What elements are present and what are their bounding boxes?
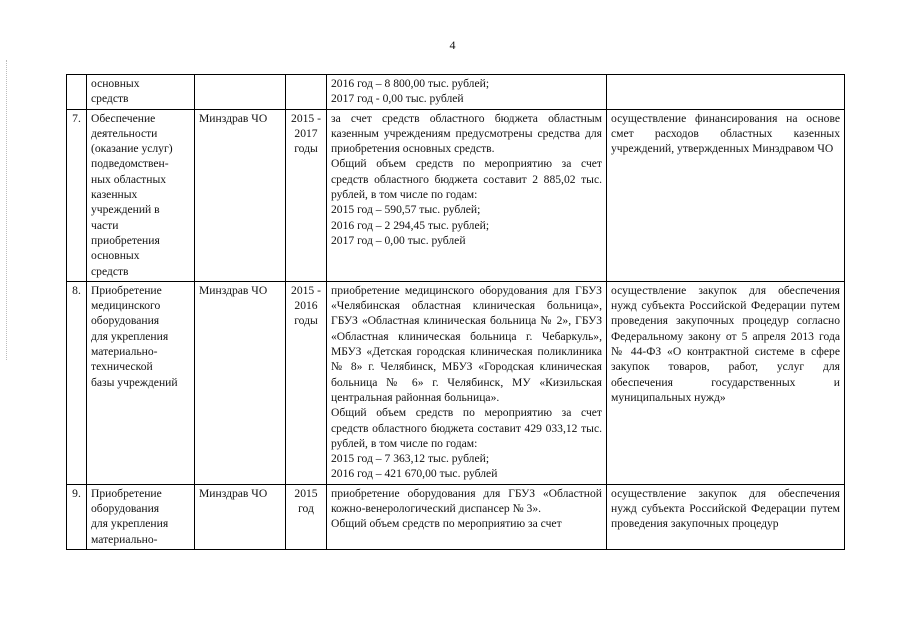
row-number: 8. xyxy=(67,281,87,484)
measure-name-line: учреждений в xyxy=(91,203,160,217)
term-line: 2017 xyxy=(294,126,318,140)
measure-name-line: базы учреждений xyxy=(91,375,178,389)
executor: Минздрав ЧО xyxy=(195,281,286,484)
page-number: 4 xyxy=(449,38,456,52)
expected-result: осуществление закупок для обеспечения нужд субъекта Российской Федерации путем проведения закупочных процедур согласно Федеральному закону от 5 апреля 2013 года № 44-ФЗ «О контрактной системе в сфере закупок товаров, работ, услуг для обеспечения государственных и муниципальных нужд» xyxy=(607,281,845,484)
measure-name-line: для укрепления xyxy=(91,329,169,343)
measure-description xyxy=(327,281,607,484)
term-line: 2016 xyxy=(294,299,318,313)
measure-description xyxy=(327,109,607,281)
measure-name-line: материально- xyxy=(91,532,158,546)
description-paragraph: приобретение оборудования для ГБУЗ «Областной кожно-венерологический диспансер № 3». xyxy=(331,486,602,516)
measure-name-line: Приобретение xyxy=(91,283,162,297)
description-paragraph: Общий объем средств по мероприятию за счет средств областного бюджета составит 2 885,02 тыс. рублей, в том числе по годам: xyxy=(331,157,602,202)
measure-name-line: основных xyxy=(91,249,140,263)
measure-name-line: (оказание услуг) xyxy=(91,142,173,156)
description-paragraph: 2016 год – 2 294,45 тыс. рублей; xyxy=(331,218,490,232)
measure-name-line: приобретения xyxy=(91,233,160,247)
executor: Минздрав ЧО xyxy=(195,109,286,281)
term xyxy=(286,109,327,281)
term-line: 2015 xyxy=(294,486,318,500)
measure-name-line: подведомствен- xyxy=(91,157,169,171)
measure-name-line: части xyxy=(91,218,119,232)
description-paragraph: за счет средств областного бюджета областным казенным учреждениям предусмотрены средства для приобретения основных средств. xyxy=(331,111,602,156)
measure-name-line: средств xyxy=(91,92,129,106)
measure-name-line: казенных xyxy=(91,188,138,202)
measure-name xyxy=(87,484,195,549)
table-row xyxy=(67,281,845,484)
term-line: год xyxy=(298,502,314,516)
measure-name xyxy=(87,281,195,484)
description-paragraph: 2016 год – 421 670,00 тыс. рублей xyxy=(331,467,498,481)
measure-description xyxy=(327,484,607,549)
executor xyxy=(195,75,286,110)
term xyxy=(286,484,327,549)
description-paragraph: приобретение медицинского оборудования для ГБУЗ «Челябинская областная клиническая больница», ГБУЗ «Областная клиническая больница № 2», ГБУЗ «Областная клиническая больница г. Чебаркуль», МБУЗ «Детская городская клиническая поликлиника № 8» г. Челябинск, МБУЗ «Городская клиническая больница № 6» г. Челябинск, МУ «Кизильская центральная районная больница». xyxy=(331,283,602,404)
term xyxy=(286,75,327,110)
description-paragraph: 2015 год – 590,57 тыс. рублей; xyxy=(331,203,481,217)
measure-name xyxy=(87,109,195,281)
description-paragraph: 2017 год – 0,00 тыс. рублей xyxy=(331,233,466,247)
term xyxy=(286,281,327,484)
expected-result xyxy=(607,75,845,110)
description-paragraph: 2016 год – 8 800,00 тыс. рублей; xyxy=(331,77,490,90)
measure-name-line: Приобретение xyxy=(91,486,162,500)
term-line: годы xyxy=(294,142,318,156)
description-paragraph: 2017 год - 0,00 тыс. рублей xyxy=(331,92,464,106)
table-row xyxy=(67,109,845,281)
measure-name-line: оборудования xyxy=(91,502,160,516)
row-number xyxy=(67,75,87,110)
measure-name-line: основных xyxy=(91,77,140,90)
row-number: 9. xyxy=(67,484,87,549)
executor: Минздрав ЧО xyxy=(195,484,286,549)
description-paragraph: Общий объем средств по мероприятию за счет средств областного бюджета составит 429 033,12 тыс. рублей, в том числе по годам: xyxy=(331,406,602,450)
table-row xyxy=(67,484,845,549)
expected-result: осуществление закупок для обеспечения нужд субъекта Российской Федерации путем проведения закупочных процедур xyxy=(607,484,845,549)
measure-name-line: Обеспечение xyxy=(91,111,156,125)
term-line: 2015 - xyxy=(291,111,321,125)
description-paragraph: Общий объем средств по мероприятию за счет xyxy=(331,517,562,531)
measure-name xyxy=(87,75,195,110)
term-line: 2015 - xyxy=(291,283,321,297)
expected-result: осуществление финансирования на основе смет расходов областных казенных учреждений, утвержденных Минздравом ЧО xyxy=(607,109,845,281)
measure-description xyxy=(327,75,607,110)
margin-scan-marks xyxy=(6,60,11,360)
measure-name-line: ных областных xyxy=(91,172,167,186)
measure-name-line: для укрепления xyxy=(91,517,169,531)
measure-name-line: технической xyxy=(91,360,153,374)
measure-name-line: деятельности xyxy=(91,126,158,140)
table-row xyxy=(67,75,845,110)
description-paragraph: 2015 год – 7 363,12 тыс. рублей; xyxy=(331,452,490,466)
measures-table xyxy=(66,74,845,550)
measure-name-line: материально- xyxy=(91,345,158,359)
term-line: годы xyxy=(294,314,318,328)
measure-name-line: оборудования xyxy=(91,314,160,328)
measure-name-line: медицинского xyxy=(91,299,161,313)
row-number: 7. xyxy=(67,109,87,281)
measure-name-line: средств xyxy=(91,264,129,278)
